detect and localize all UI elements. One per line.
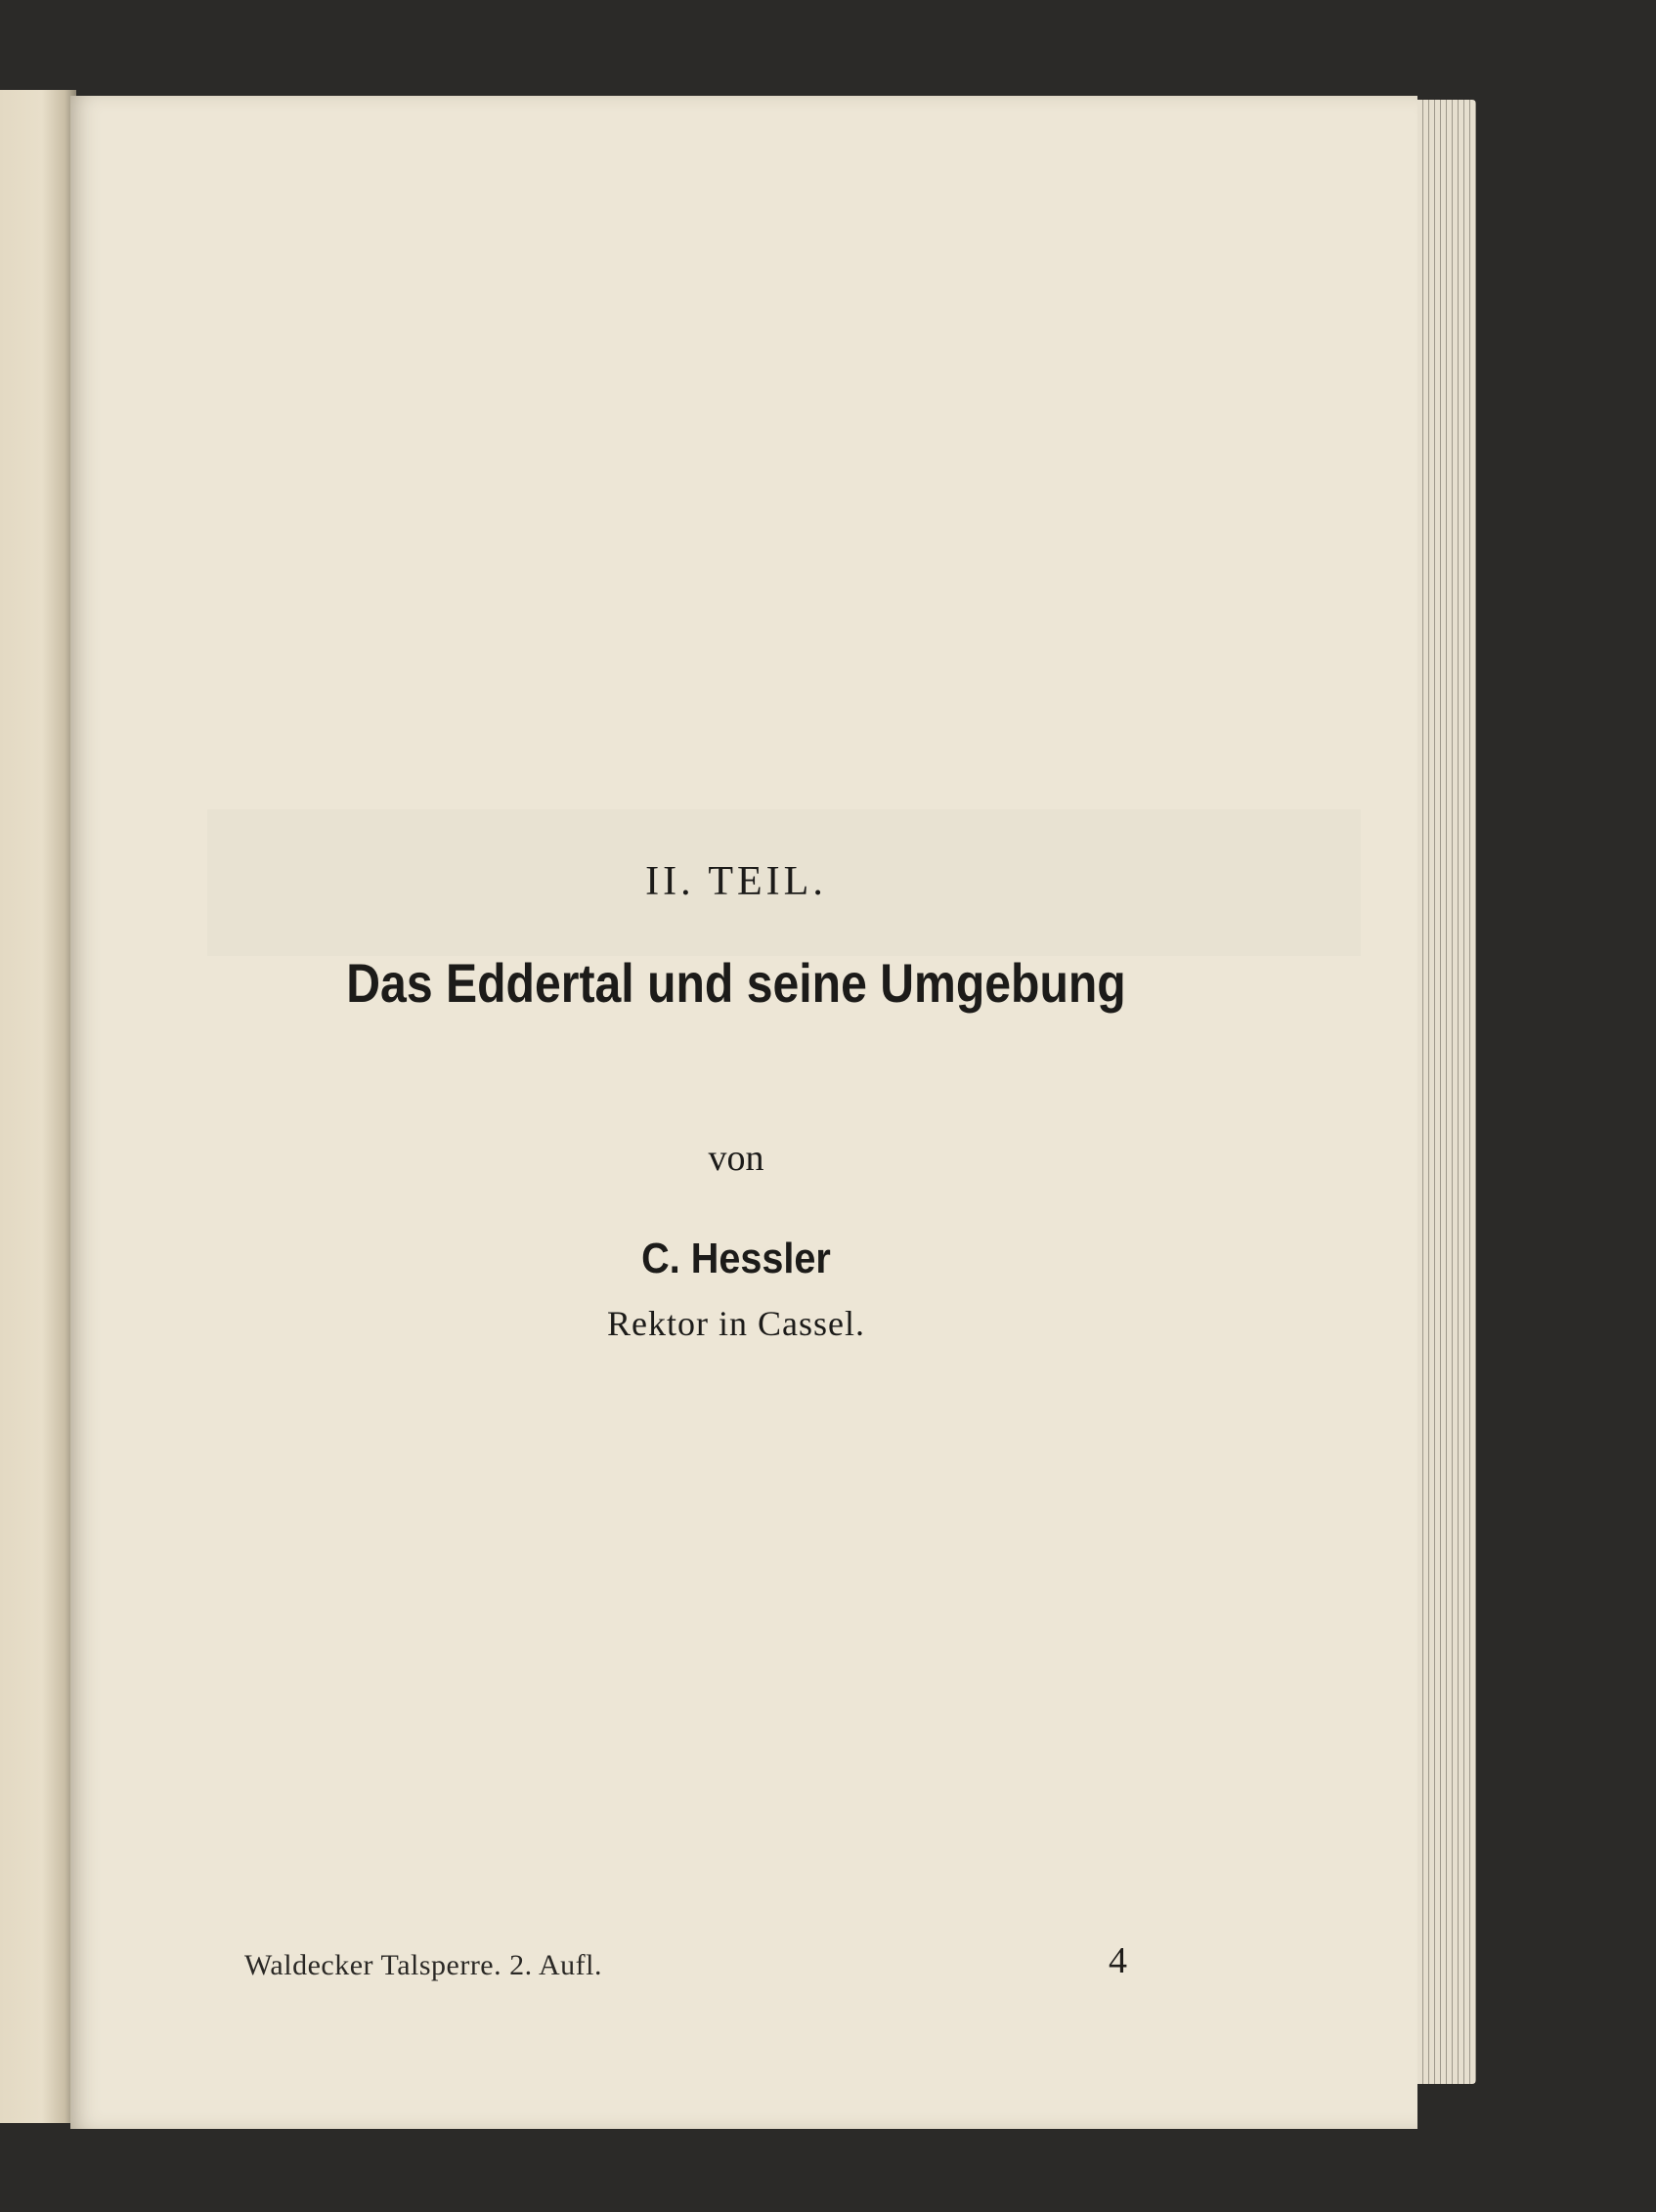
- previous-page-edge: [0, 90, 76, 2123]
- page-title: Das Eddertal und seine Umgebung: [346, 952, 1126, 1014]
- part-heading: II. TEIL.: [645, 859, 827, 904]
- footer-page-number: 4: [1109, 1940, 1127, 1981]
- author-affiliation: Rektor in Cassel.: [607, 1304, 865, 1343]
- author-name: C. Hessler: [641, 1235, 831, 1282]
- footer-publication: Waldecker Talsperre. 2. Aufl.: [244, 1949, 602, 1981]
- byline-von: von: [708, 1138, 764, 1179]
- book-page: [70, 96, 1417, 2129]
